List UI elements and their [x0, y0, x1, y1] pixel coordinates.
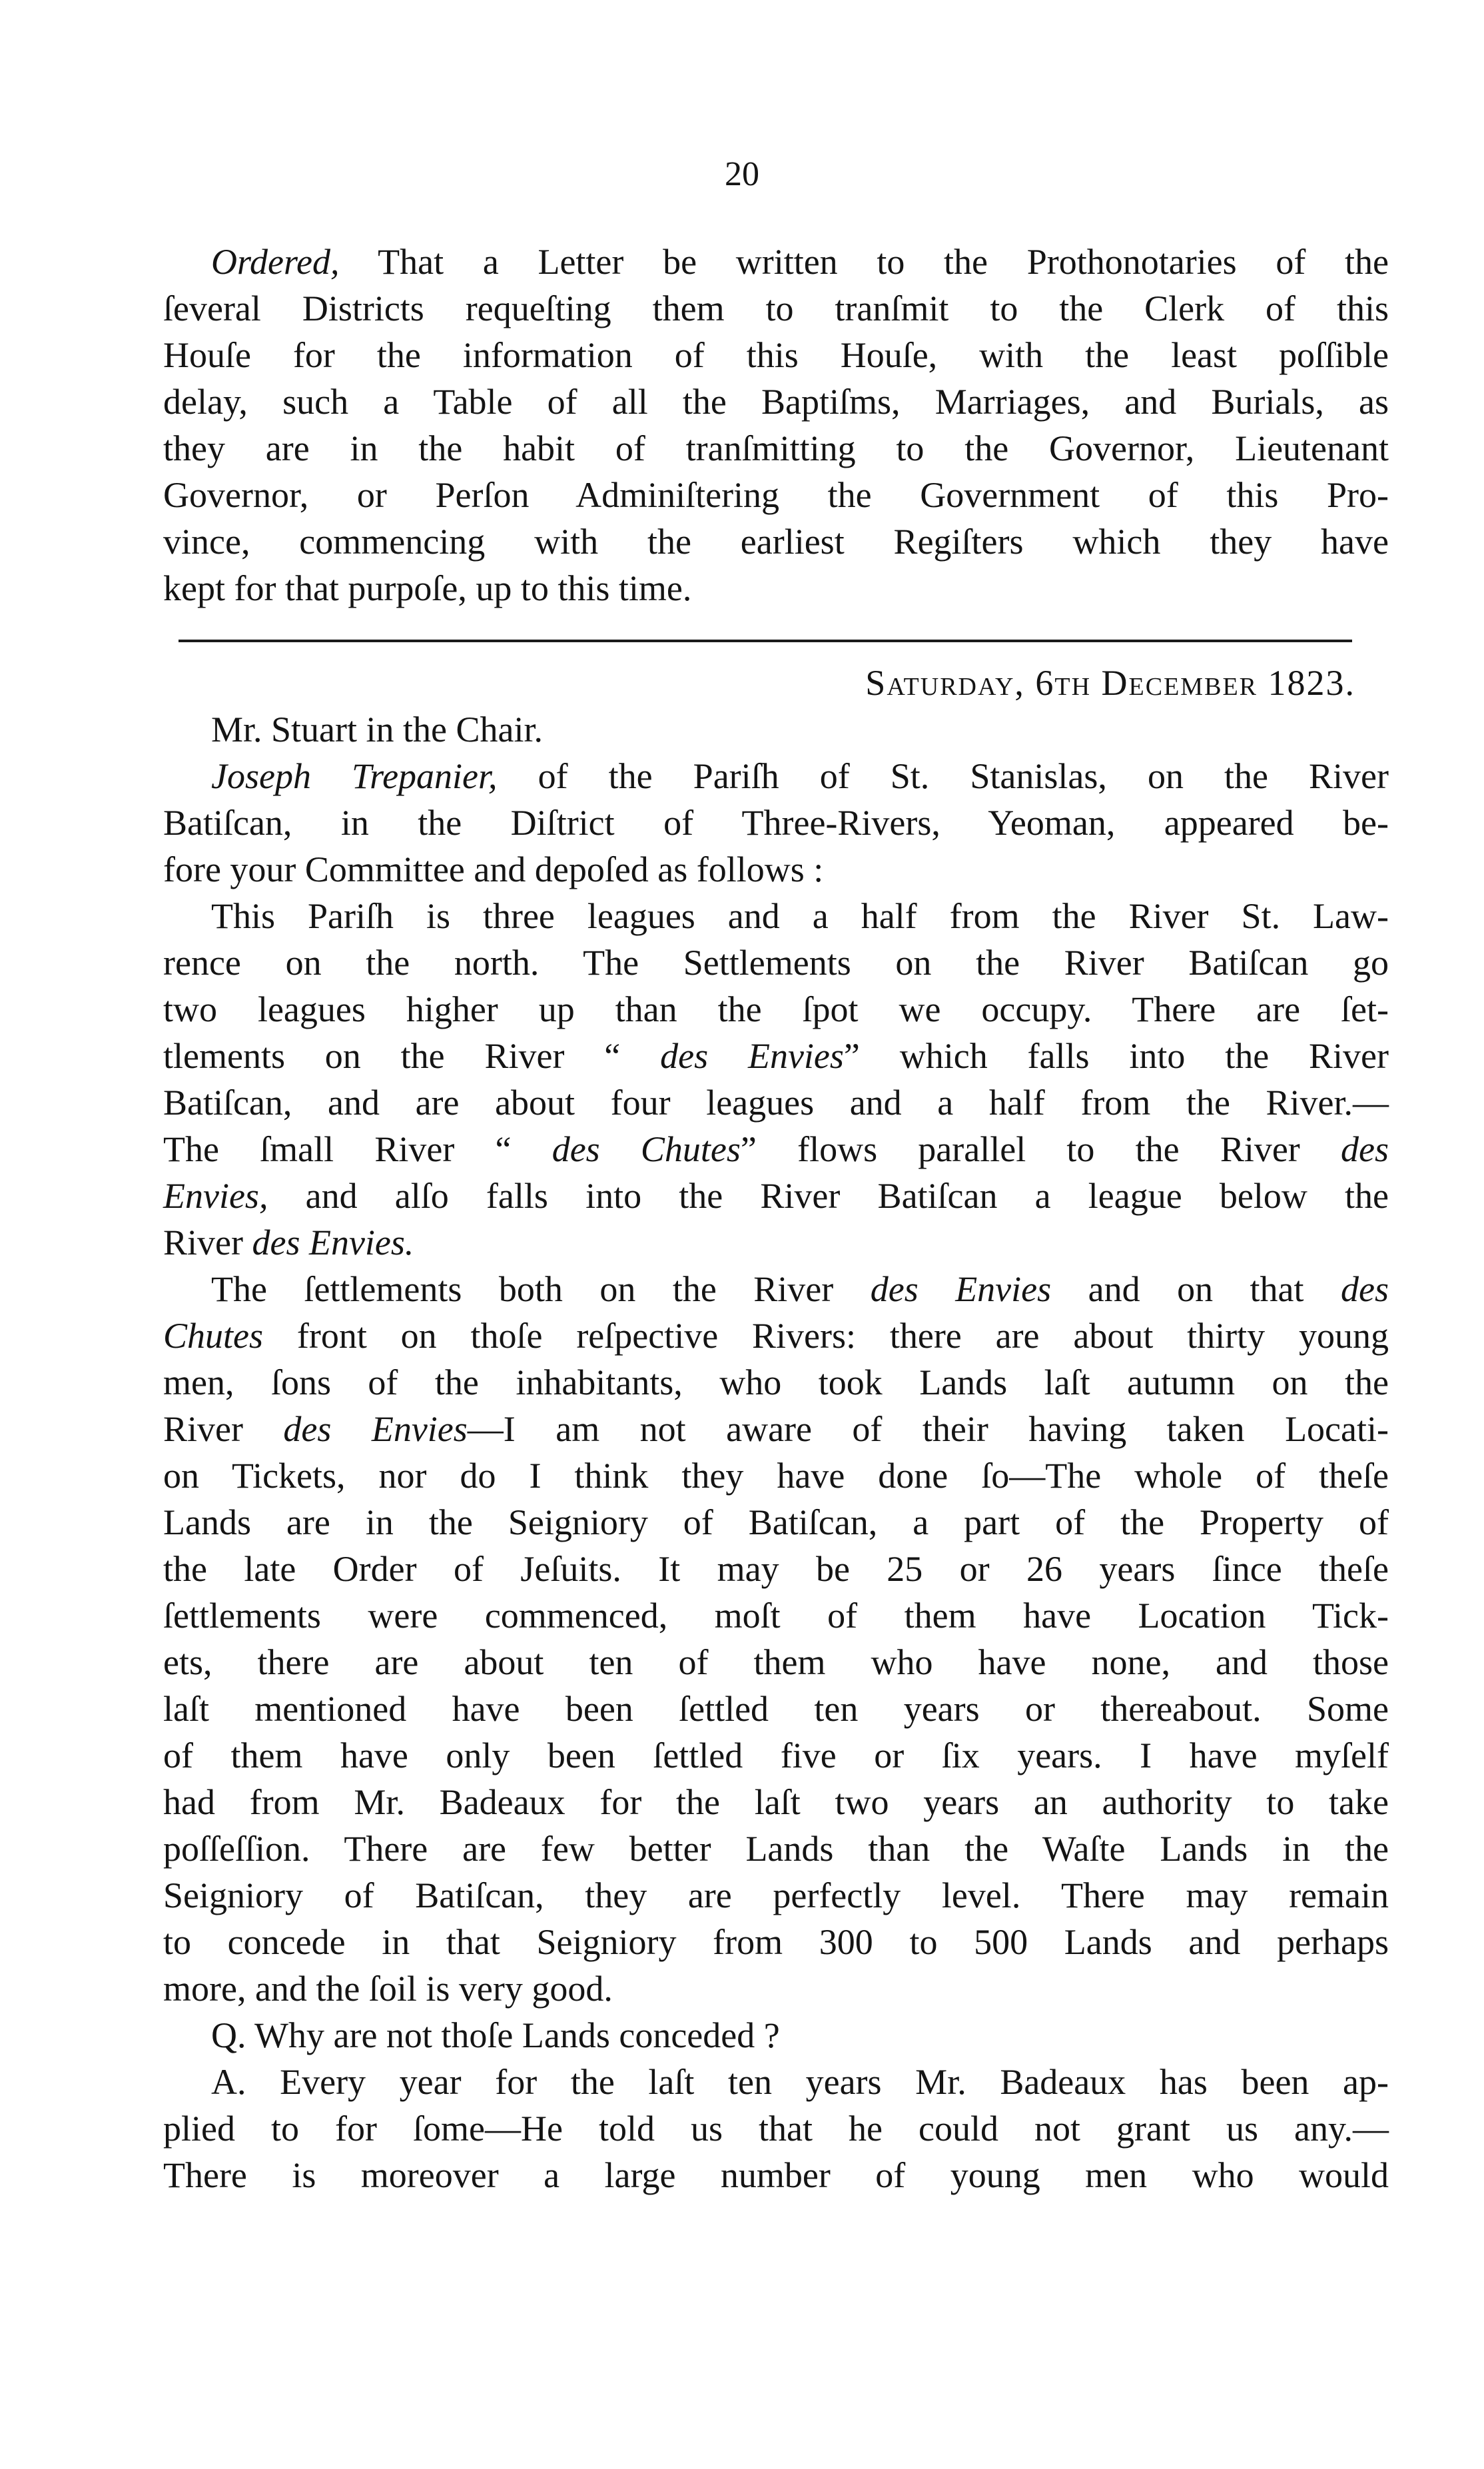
testimony-line: Lands are in the Seigniory of Batiſcan, a part of the Property of: [163, 1502, 1389, 1542]
testimony-line: Batiſcan, and are about four leagues and a half from the River.—: [163, 1083, 1389, 1123]
testimony-line: two leagues higher up than the ſpot we occupy. There are ſet-: [163, 989, 1389, 1029]
testimony-line: rence on the north. The Settlements on the River Batiſcan go: [163, 943, 1389, 983]
testimony-line: ſettlements were commenced, moſt of them have Location Tick-: [163, 1596, 1389, 1636]
order-line: kept for that purpoſe, up to this time.: [163, 568, 692, 608]
witness-line: fore your Committee and depoſed as follows :: [163, 849, 824, 889]
order-line: Houſe for the information of this Houſe, with the least poſſible: [163, 335, 1389, 375]
testimony-paragraph-settlements: [163, 1266, 1389, 2012]
answer-paragraph: [163, 2059, 1389, 2199]
order-line: ſeveral Districts requeſting them to tranſmit to the Clerk of this: [163, 288, 1389, 328]
witness-name: Joseph Trepanier,: [211, 756, 498, 796]
order-line: Governor, or Perſon Adminiſtering the Government of this Pro-: [163, 475, 1389, 515]
testimony-line: Envies, and alſo falls into the River Batiſcan a league below the: [163, 1176, 1389, 1216]
ordered-word: Ordered,: [211, 242, 340, 282]
testimony-line: to concede in that Seigniory from 300 to 500 Lands and perhaps: [163, 1922, 1389, 1962]
testimony-line: River des Envies—I am not aware of their having taken Locati-: [163, 1409, 1389, 1449]
testimony-line: men, ſons of the inhabitants, who took Lands laſt autumn on the: [163, 1362, 1389, 1402]
testimony-line: Chutes front on thoſe reſpective Rivers: there are about thirty young: [163, 1316, 1389, 1356]
testimony-line: The ſmall River “ des Chutes” flows parallel to the River des: [163, 1129, 1389, 1169]
testimony-line: on Tickets, nor do I think they have done ſo—The whole of theſe: [163, 1456, 1389, 1496]
minutes-section: [163, 660, 1389, 2199]
testimony-line: had from Mr. Badeaux for the laſt two years an authority to take: [163, 1782, 1389, 1822]
testimony-line: tlements on the River “ des Envies” which falls into the River: [163, 1036, 1389, 1076]
answer-line: A. Every year for the laſt ten years Mr. Badeaux has been ap-: [211, 2062, 1389, 2102]
order-paragraph: [163, 239, 1389, 612]
order-line: vince, commencing with the earliest Regiſters which they have: [163, 522, 1389, 562]
order-line: delay, such a Table of all the Baptiſms, Marriages, and Burials, as: [163, 382, 1389, 422]
witness-line: Batiſcan, in the Diſtrict of Three-Rivers, Yeoman, appeared be-: [163, 803, 1389, 843]
chair-line: Mr. Stuart in the Chair.: [211, 710, 543, 749]
testimony-paragraph-parish: [163, 893, 1389, 1266]
answer-line: There is moreover a large number of young men who would: [163, 2155, 1389, 2195]
testimony-line: This Pariſh is three leagues and a half from the River St. Law-: [211, 896, 1389, 936]
witness-intro: [163, 753, 1389, 893]
testimony-line: poſſeſſion. There are few better Lands than the Waſte Lands in the: [163, 1829, 1389, 1869]
section-divider: [179, 640, 1352, 642]
order-line: Ordered, That a Letter be written to the Prothonotaries of the: [211, 242, 1389, 282]
testimony-line: River des Envies.: [163, 1223, 414, 1262]
question-line: Q. Why are not thoſe Lands conceded ?: [211, 2015, 780, 2055]
testimony-line: laſt mentioned have been ſettled ten years or thereabout. Some: [163, 1689, 1389, 1729]
testimony-line: of them have only been ſettled five or ſix years. I have myſelf: [163, 1735, 1389, 1775]
order-line: they are in the habit of tranſmitting to the Governor, Lieutenant: [163, 428, 1389, 468]
testimony-line: more, and the ſoil is very good.: [163, 1969, 613, 2009]
dateline: Saturday, 6th December 1823.: [865, 663, 1355, 703]
testimony-line: ets, there are about ten of them who have none, and those: [163, 1642, 1389, 1682]
testimony-line: Seigniory of Batiſcan, they are perfectly level. There may remain: [163, 1875, 1389, 1915]
witness-line: Joseph Trepanier, of the Pariſh of St. Stanislas, on the River: [211, 756, 1389, 796]
testimony-line: the late Order of Jeſuits. It may be 25 or 26 years ſince theſe: [163, 1549, 1389, 1589]
page-number: 20: [725, 155, 759, 193]
testimony-line: The ſettlements both on the River des Envies and on that des: [211, 1269, 1389, 1309]
answer-line: plied to for ſome—He told us that he could not grant us any.—: [163, 2109, 1389, 2149]
